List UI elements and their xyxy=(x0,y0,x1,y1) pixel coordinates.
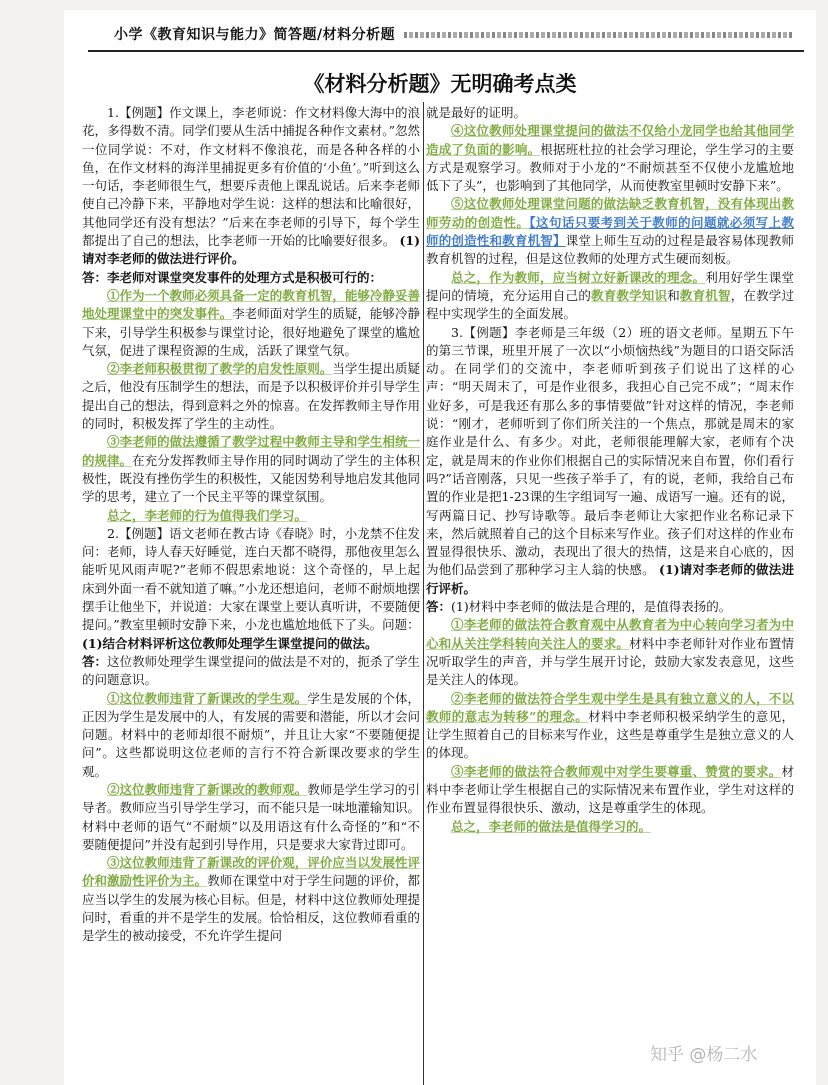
q2-summary-text-1: 利用好学生课堂提问的情境，充分运用自己的 xyxy=(426,269,794,303)
q1-point-3-text: 在充分发挥教师主导作用的同时调动了学生的主体积极性，既没有挫伤学生的积极性，又能因势利导地启发其他同学的思考，建立了一个民主平等的课堂氛围。 xyxy=(82,452,420,505)
q2-intro: 2.【例题】语文老师在教古诗《春晓》时，小龙禁不住发问：老师，诗人春天好睡觉，连白天都不晓得，那他夜里怎么能听见风雨声呢?”老师不假思索地说：这个奇怪的，早上起床到外面一看不就知道了嘛。”小龙还想追问，老师不耐烦地摆摆手让他坐下，并说道：大家在课堂上要认真听讲，不要随便提问。”教室里顿时安静下来，小龙也尴尬地低下了头。问题： xyxy=(82,525,420,633)
q3-point-1-highlight: ①李老师的做法符合教育观中从教育者为中心转向学习者为中心和从关注学科转向关注人的要求。 xyxy=(426,617,794,651)
question-3-material xyxy=(426,324,794,598)
q3-answer-lead xyxy=(426,598,794,616)
q2-question: (1)结合材料评析这位教师处理学生课堂提问的做法。 xyxy=(82,635,378,651)
q1-point-2-text: 当学生提出质疑之后，他没有压制学生的想法，而是予以积极评价并引导学生提出自己的想法，得到意料之外的惊喜。在发挥教师主导作用的同时，积极发挥了学生的主动性。 xyxy=(82,361,420,432)
header-decoration xyxy=(404,32,794,38)
q1-summary-highlight: 总之，李老师的行为值得我们学习。 xyxy=(107,507,308,523)
q3-point-3-text: 材料中李老师让学生根据自己的实际情况来布置作业，学生对这样的作业布置显得很快乐、激动，这是尊重学生的体现。 xyxy=(426,763,794,816)
q1-intro: 1.【例题】作文课上，李老师说：作文材料像大海中的浪花，多得数不清。同学们要从生活中捕捉各种作文素材。”忽然一位同学说：不对，作文材料不像浪花，而是各种各样的小鱼，在作文材料的海洋里捕捉更多有价值的‘小鱼’。”听到这么一句话，李老师很生气，想要斥责他上课乱说话。后来李老师使自己冷静下来，平静地对学生说：这样的想法和比喻很好，其他同学还有没有想法？”后来在李老师的引导下，每个学生都提出了自己的想法，比李老师一开始的比喻要好很多。 xyxy=(82,105,420,249)
q2-point-5-highlight: ⑤这位教师处理课堂问题的做法缺乏教育机智，没有体现出教师劳动的创造性。 xyxy=(426,196,794,230)
q3-intro: 3.【例题】李老师是三年级（2）班的语文老师。星期五下午的第三节课，班里开展了一次以“小烦恼热线”为题目的口语交际活动。在同学们的交流中，李老师听到孩子们说出了这样的心声：“明天周末了，可是作业很多，我担心自己完不成”；“周末作业好多，可是我还有那么多的事情要做”针对这样的情况，李老师说：“刚才，老师听到了你们所关注的一个焦点，那就是周末的家庭作业是什么、有多少。对此，老师很能理解大家，老师有个决定，就是周末的作业你们根据自己的实际情况来自布置，你们看行吗?”话音刚落，只见一些孩子举手了，有的说，老师，我给自己布置的作业是把1-23课的生字组词写一遍、成语写一遍。还有的说，写两篇日记、抄写诗歌等。最后李老师让大家把作业名称记录下来，然后就照着自己的这个目标来写作业。孩子们对这样的作业布置显得很快乐、激动，表现出了很大的热情，这是来自心底的，因为他们品尝到了那种学习主人翁的快感。 xyxy=(426,324,794,578)
q3-summary xyxy=(426,818,794,836)
q3-point-3-highlight: ③李老师的做法符合教师观中对学生要尊重、赞赏的要求。 xyxy=(451,763,782,779)
q2-point-4 xyxy=(426,122,794,195)
q2-summary-and: 和 xyxy=(667,287,680,303)
q3-point-3 xyxy=(426,763,794,818)
q3-answer-text: (1)材料中李老师的做法是合理的，是值得表扬的。 xyxy=(451,599,732,615)
q2-summary xyxy=(426,269,794,324)
q2-point-5-note: 【这句话只要考到关于教师的问题就必须写上教师的创造性和教育机智】 xyxy=(426,214,794,249)
q3-point-2-text: 材料中李老师积极采纳学生的意见，让学生照着自己的目标来写作业，这些是尊重学生是独立意义的人的体现。 xyxy=(426,708,794,761)
q2-point-4-text: 根据班杜拉的社会学习理论，学生学习的主要方式是观察学习。教师对于小龙的“不耐烦甚至不仅使小龙尴尬地低下了头”，也影响到了其他同学，从而使教室里顿时安静下来”。 xyxy=(426,141,794,194)
right-column xyxy=(426,104,794,1085)
q2-summary-highlight: 总之，作为教师，应当树立好新课改的理念。 xyxy=(451,269,706,285)
column-divider xyxy=(423,102,424,1085)
q3-point-1 xyxy=(426,616,794,689)
q2-point-1-highlight: ①这位教师违背了新课改的学生观。 xyxy=(107,690,308,706)
question-2-material xyxy=(82,525,420,635)
q3-summary-highlight: 总之，李老师的做法是值得学习的。 xyxy=(451,818,652,834)
q1-point-1 xyxy=(82,287,420,360)
q1-point-1-text: 李老师面对学生的质疑，能够冷静下来，引导学生积极参与课堂讨论，很好地避免了课堂的尴尬气氛，促进了课程资源的生成，活跃了课堂气氛。 xyxy=(82,306,420,358)
q1-point-1-highlight: ①作为一个教师必须具备一定的教育机智，能够冷静妥善地处理课堂中的突发事件。 xyxy=(82,287,420,322)
q2-summary-keyword-1: 教育教学知识 xyxy=(591,287,668,303)
q2-point-1-text: 学生是发展的个体，正因为学生是发展中的人，有发展的需要和潜能，所以才会问问题。材料中的老师却很不耐烦”，并且让大家“不要随便提问”。这些都说明这位老师的言行不符合新课改要求的学生观。 xyxy=(82,690,420,779)
q2-point-2-text: 教师是学生学习的引导者。教师应当引导学生学习，而不能只是一味地灌输知识。材料中老师的语气“不耐烦”以及用语这有什么奇怪的”和“不要随便提问”并没有起到引导作用，只是要求大家背过即可。 xyxy=(82,781,420,852)
q2-point-5 xyxy=(426,195,794,268)
q3-point-2 xyxy=(426,690,794,763)
document-title: 《材料分析题》无明确考点类 xyxy=(303,71,577,96)
q2-point-2 xyxy=(82,781,420,854)
q1-point-3 xyxy=(82,433,420,506)
q2-point-5-text: 课堂上师生互动的过程是最容易体现教师教育机智的过程，但是这位教师的处理方式生硬而刻板。 xyxy=(426,233,794,267)
q2-point-3-text: 教师在课堂中对于学生问题的评价，都应当以学生的发展为核心目标。但是，材料中这位教师处理提问时，看重的并不是学生的发展。恰恰相反，这位教师看重的是学生的被动接受，不允许学生提问 xyxy=(82,873,420,944)
q3-answer-label: 答： xyxy=(426,599,452,615)
q1-point-2-highlight: ②李老师积极贯彻了教学的启发性原则。 xyxy=(107,361,333,377)
q2-continuation: 就是最好的证明。 xyxy=(426,105,527,120)
q2-answer-text: 这位教师处理学生课堂提问的做法是不对的，扼杀了学生的问题意识。 xyxy=(82,653,420,688)
q1-summary xyxy=(82,507,420,525)
q1-answer-lead: 答：李老师对课堂突发事件的处理方式是积极可行的： xyxy=(82,269,383,285)
q2-point-4-highlight: ④这位教师处理课堂提问的做法不仅给小龙同学也给其他同学造成了负面的影响。 xyxy=(426,123,794,157)
q2-point-2-highlight: ②这位教师违背了新课改的教师观。 xyxy=(107,781,308,797)
q1-point-2 xyxy=(82,360,420,433)
q2-answer-label: 答： xyxy=(82,653,108,669)
q2-point-1 xyxy=(82,690,420,781)
running-header xyxy=(64,10,816,50)
question-1-material xyxy=(82,104,420,269)
q2-summary-keyword-2: 教育机智 xyxy=(679,287,731,303)
q2-summary-text-2: ，在教学过程中实现学生的全面发展。 xyxy=(426,287,794,322)
q3-point-1-text: 材料中李老师针对作业布置情况听取学生的声音，并与学生展开讨论，鼓励大家发表意见，这些是关注人的体现。 xyxy=(426,635,794,688)
q1-point-3-highlight: ③李老师的做法遵循了教学过程中教师主导和学生相统一的规律。 xyxy=(82,434,420,468)
q2-point-3 xyxy=(82,854,420,945)
q2-point-3-highlight: ③这位教师违背了新课改的评价观，评价应当以发展性评价和激励性评价为主。 xyxy=(82,855,420,889)
q2-answer-lead xyxy=(82,653,420,690)
zhihu-watermark: 知乎 @杨二水 xyxy=(650,1045,758,1065)
left-column xyxy=(82,104,420,1085)
q3-question: (1)请对李老师的做法进行评析。 xyxy=(426,562,794,596)
q3-point-2-highlight: ②李老师的做法符合学生观中学生是具有独立意义的人，不以教师的意志为转移”的理念。 xyxy=(426,690,794,724)
header-rule xyxy=(88,50,804,52)
q1-question: (1)请对李老师的做法进行评价。 xyxy=(82,233,420,267)
running-title: 小学《教育知识与能力》简答题/材料分析题 xyxy=(114,27,396,43)
document-page xyxy=(64,10,816,1085)
